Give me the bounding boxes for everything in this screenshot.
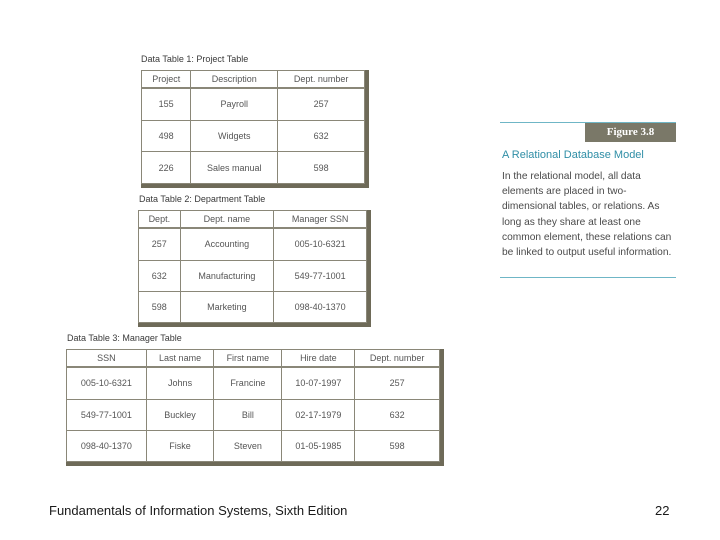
- table-cell: 632: [355, 399, 440, 430]
- table-cell: 01-05-1985: [282, 430, 355, 461]
- figure-bottom-rule: [500, 277, 676, 278]
- table-cell: 257: [278, 88, 365, 121]
- table-cell: Sales manual: [191, 152, 278, 184]
- column-header: Description: [191, 71, 278, 88]
- table-row: [139, 228, 367, 261]
- table-cell: Buckley: [146, 399, 213, 430]
- column-header: Last name: [146, 350, 213, 367]
- figure-description: In the relational model, all data elements are placed in two-dimensional tables, or relations. As long as they share at least one common element, these relations can be linked to output useful information.: [502, 171, 672, 259]
- table-cell: 257: [139, 228, 181, 261]
- table-cell: 098-40-1370: [274, 291, 367, 322]
- column-header: First name: [214, 350, 282, 367]
- table1-title: Data Table 1: Project Table: [141, 54, 249, 64]
- table-cell: 005-10-6321: [67, 367, 147, 400]
- table-row: [142, 120, 365, 152]
- column-header: Dept.: [139, 211, 181, 228]
- table-cell: Payroll: [191, 88, 278, 121]
- table-cell: Francine: [214, 367, 282, 400]
- table-cell: 598: [278, 152, 365, 184]
- table-row: [67, 430, 440, 461]
- page-number: 22: [655, 503, 670, 518]
- column-header: Hire date: [282, 350, 355, 367]
- table-cell: 632: [139, 260, 181, 291]
- figure-label: Figure 3.8: [585, 123, 676, 142]
- column-header: Project: [142, 71, 191, 88]
- table-cell: 598: [355, 430, 440, 461]
- table-cell: Accounting: [180, 228, 274, 261]
- table-row: [142, 152, 365, 184]
- table-cell: Johns: [146, 367, 213, 400]
- table-cell: Marketing: [180, 291, 274, 322]
- table-row: [139, 291, 367, 322]
- table-header-row: [142, 71, 365, 88]
- table-row: [142, 88, 365, 121]
- table-row: [67, 399, 440, 430]
- department-table: [138, 210, 371, 327]
- table-cell: 549-77-1001: [67, 399, 147, 430]
- department-table-grid: [138, 210, 367, 323]
- column-header: Manager SSN: [274, 211, 367, 228]
- table-cell: 155: [142, 88, 191, 121]
- table-header-row: [67, 350, 440, 367]
- table-cell: 598: [139, 291, 181, 322]
- table-cell: 02-17-1979: [282, 399, 355, 430]
- table-cell: 005-10-6321: [274, 228, 367, 261]
- table2-title: Data Table 2: Department Table: [139, 194, 266, 204]
- table-cell: 498: [142, 120, 191, 152]
- table-cell: Steven: [214, 430, 282, 461]
- table-cell: 632: [278, 120, 365, 152]
- column-header: SSN: [67, 350, 147, 367]
- column-header: Dept. number: [278, 71, 365, 88]
- table3-title: Data Table 3: Manager Table: [67, 333, 182, 343]
- table-cell: 10-07-1997: [282, 367, 355, 400]
- figure-title: A Relational Database Model: [502, 149, 644, 161]
- column-header: Dept. number: [355, 350, 440, 367]
- footer-book-title: Fundamentals of Information Systems, Sixth Edition: [49, 503, 348, 518]
- project-table-grid: [141, 70, 365, 184]
- table-cell: Bill: [214, 399, 282, 430]
- table-row: [139, 260, 367, 291]
- table-cell: Widgets: [191, 120, 278, 152]
- table-cell: Fiske: [146, 430, 213, 461]
- figure-caption: [500, 122, 676, 259]
- table-cell: 098-40-1370: [67, 430, 147, 461]
- manager-table-grid: [66, 349, 440, 462]
- table-row: [67, 367, 440, 400]
- table-cell: 226: [142, 152, 191, 184]
- project-table: [141, 70, 369, 188]
- table-cell: 549-77-1001: [274, 260, 367, 291]
- manager-table: [66, 349, 444, 466]
- table-cell: Manufacturing: [180, 260, 274, 291]
- table-header-row: [139, 211, 367, 228]
- column-header: Dept. name: [180, 211, 274, 228]
- table-cell: 257: [355, 367, 440, 400]
